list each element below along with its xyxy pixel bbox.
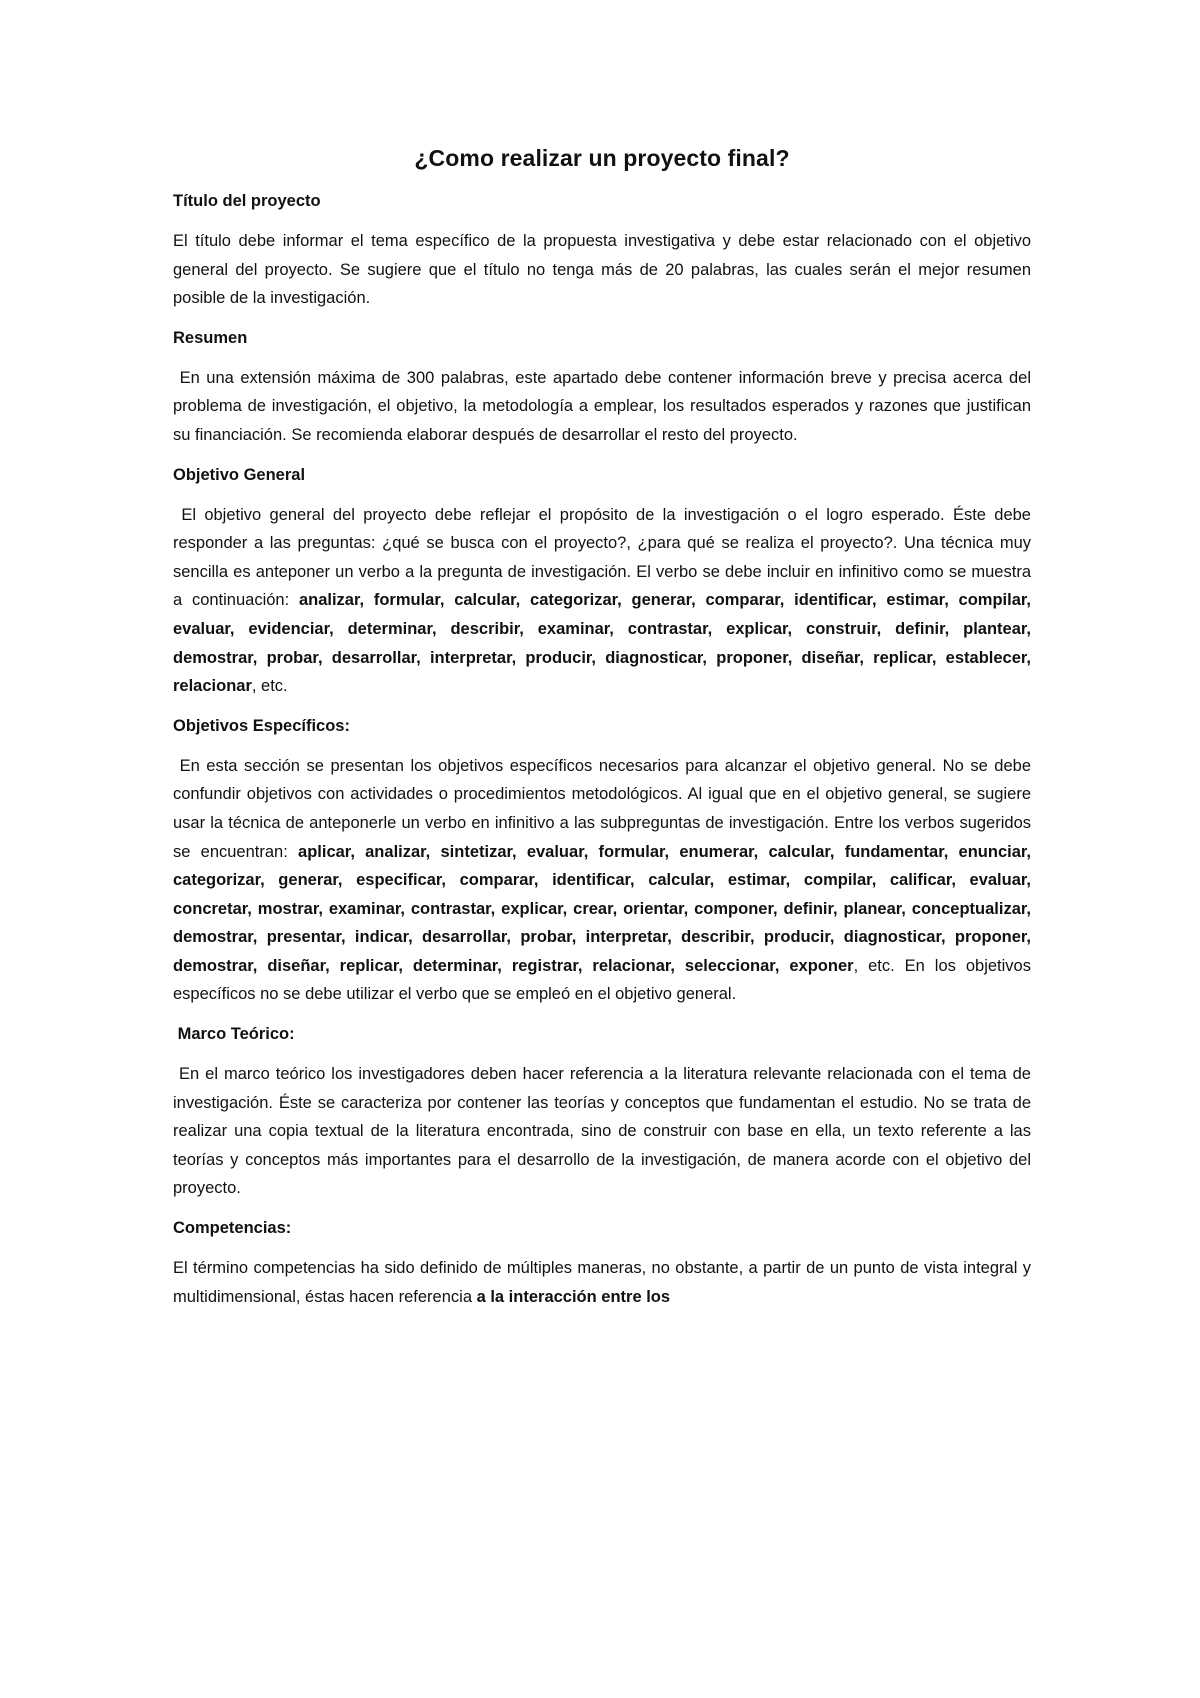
paragraph-text: En una extensión máxima de 300 palabras, este apartado debe contener información breve y precisa acerca del problema de investigación, el objetivo, la metodología a emplear, los resultados esperados y razones que justifican su financiación. Se recomienda elaborar después de desarrollar el resto del proyecto.: [173, 368, 1036, 444]
document-body: [173, 145, 1036, 1311]
paragraph-text: , etc.: [251, 677, 288, 696]
section-paragraph: [173, 752, 1036, 1009]
section-paragraph: [173, 1060, 1036, 1203]
section-heading: Competencias:: [173, 1219, 292, 1238]
section-marco-teorico: [173, 1025, 1036, 1203]
paragraph-text: , etc. En los objetivos específicos no se debe utilizar el verbo que se empleó en el objetivo general.: [173, 956, 1036, 1004]
paragraph-text: El título debe informar el tema específico de la propuesta investigativa y debe estar relacionado con el objetivo general del proyecto. Se sugiere que el título no tenga más de 20 palabras, las cuales serán el mejor resumen posible de la investigación.: [173, 232, 1036, 308]
section-heading: Objetivos Específicos:: [173, 716, 350, 735]
section-paragraph: [173, 501, 1036, 701]
section-heading: Marco Teórico:: [173, 1025, 295, 1044]
verb-list: a la interacción entre los: [476, 1287, 671, 1306]
section-paragraph: [173, 227, 1036, 313]
paragraph-text: El término competencias ha sido definido de múltiples maneras, no obstante, a partir de un punto de vista integral y multidimensional, éstas hacen referencia: [173, 1259, 1036, 1306]
verb-list: analizar, formular, calcular, categorizar, generar, comparar, identificar, estimar, compilar, evaluar, evidenciar, determinar, describir, examinar, contrastar, explicar, construir, definir, plantear, demostrar, probar, desarrollar, interpretar, producir, diagnosticar, proponer, diseñar, replicar, establecer, relacionar: [173, 591, 1036, 696]
paragraph-text: En esta sección se presentan los objetivos específicos necesarios para alcanzar el objetivo general. No se debe confundir objetivos con actividades o procedimientos metodológicos. Al igual que en el objetivo general, se sugiere usar la técnica de anteponerle un verbo en infinitivo a las subpreguntas de investigación. Entre los verbos sugeridos se encuentran:: [173, 756, 1036, 861]
paragraph-text: En el marco teórico los investigadores deben hacer referencia a la literatura relevante relacionada con el tema de investigación. Éste se caracteriza por contener las teorías y conceptos que fundamentan el estudio. No se trata de realizar una copia textual de la literatura encontrada, sino de construir con base en ella, un texto referente a las teorías y conceptos más importantes para el desarrollo de la investigación, de manera acorde con el objetivo del proyecto.: [173, 1065, 1036, 1198]
paragraph-text: El objetivo general del proyecto debe reflejar el propósito de la investigación o el logro esperado. Éste debe responder a las preguntas: ¿qué se busca con el proyecto?, ¿para qué se realiza el proyecto?. Una técnica muy sencilla es anteponer un verbo a la pregunta de investigación. El verbo se debe incluir en infinitivo como se muestra a continuación:: [173, 505, 1036, 610]
section-titulo-del-proyecto: [173, 192, 1036, 313]
sections-container: [173, 192, 1036, 1311]
section-paragraph: [173, 364, 1036, 450]
section-competencias: [173, 1219, 1036, 1311]
document-title: ¿Como realizar un proyecto final?: [414, 145, 790, 171]
section-objetivos-especificos: [173, 716, 1036, 1009]
section-heading: Resumen: [173, 328, 248, 347]
section-heading: Título del proyecto: [173, 192, 321, 210]
verb-list: aplicar, analizar, sintetizar, evaluar, formular, enumerar, calcular, fundamentar, enunciar, categorizar, generar, especificar, comparar, identificar, calcular, estimar, compilar, calificar, evaluar, concretar, mostrar, examinar, contrastar, explicar, crear, orientar, componer, definir, planear, conceptualizar, demostrar, presentar, indicar, desarrollar, probar, interpretar, describir, producir, diagnosticar, proponer, demostrar, diseñar, replicar, determinar, registrar, relacionar, seleccionar, exponer: [173, 842, 1036, 975]
section-resumen: [173, 328, 1036, 450]
section-heading: Objetivo General: [173, 465, 306, 484]
section-objetivo-general: [173, 465, 1036, 701]
section-paragraph: [173, 1254, 1036, 1311]
